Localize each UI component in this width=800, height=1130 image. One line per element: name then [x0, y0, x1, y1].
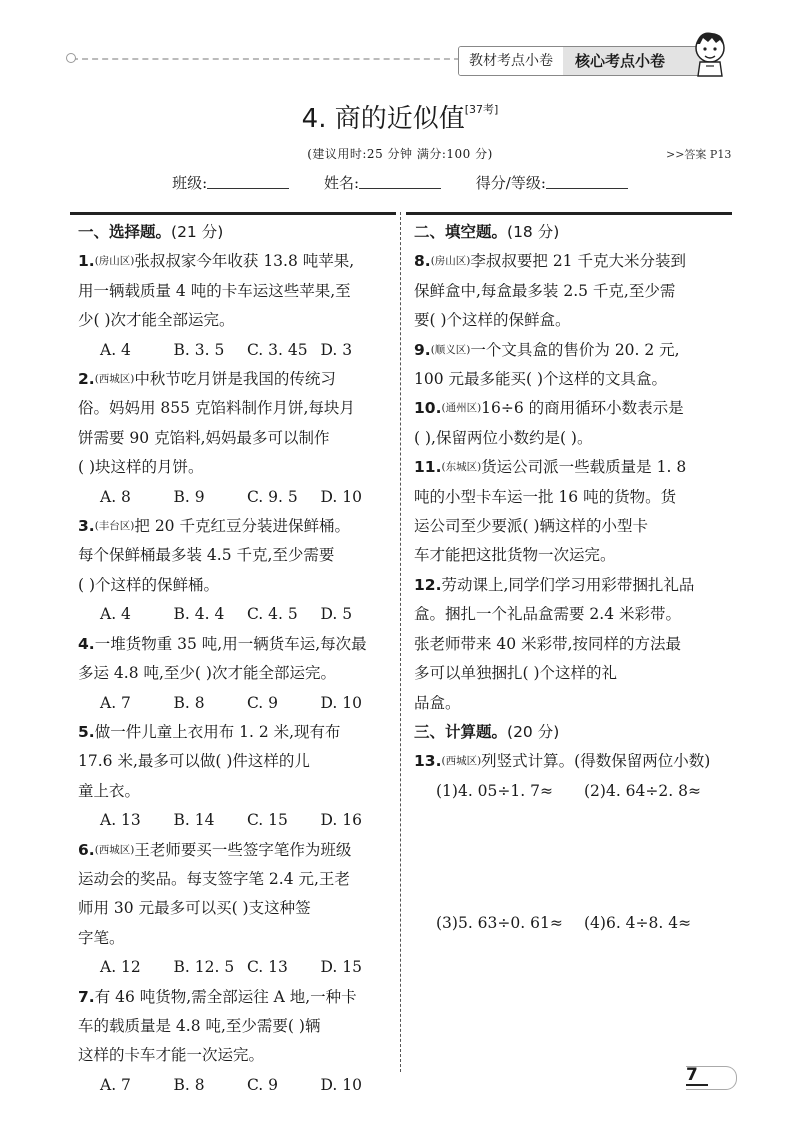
question-text: 品盒。	[414, 693, 461, 712]
option-c: C. 4. 5	[247, 605, 298, 624]
page-number-tab	[686, 1066, 737, 1090]
section-2-heading	[414, 218, 732, 247]
option-a: A. 8	[100, 487, 131, 506]
question-text: 少( )次才能全部运完。	[78, 311, 235, 330]
option-c: C. 3. 45	[247, 340, 308, 359]
question-text: 车才能把这批货物一次运完。	[414, 546, 616, 565]
calc-item-4: (4)6. 4÷8. 4≈	[584, 914, 692, 933]
question-number: 13.	[414, 752, 442, 771]
question-tag: (通州区)	[441, 402, 482, 415]
option-b: B. 14	[173, 811, 215, 830]
question-text: 张叔叔家今年收获 13.8 吨苹果,	[134, 252, 355, 271]
question-text: 多运 4.8 吨,至少( )次才能全部运完。	[78, 664, 336, 683]
question-text: 100 元最多能买( )个这样的文具盒。	[414, 370, 668, 389]
question-1-options	[78, 336, 394, 365]
question-text: 货运公司派一些载质量是 1. 8	[481, 458, 687, 477]
header-left-label: 教材考点小卷	[459, 47, 563, 75]
class-blank	[207, 174, 289, 189]
answer-reference: >>答案 P13	[666, 148, 732, 161]
option-d: D. 15	[320, 958, 362, 977]
option-b: B. 12. 5	[173, 958, 235, 977]
option-c: C. 9	[247, 693, 279, 712]
section-1-title: 一、选择题。	[78, 223, 172, 241]
question-6	[78, 836, 394, 865]
page-title	[0, 98, 800, 135]
subtitle: (建议用时:25 分钟 满分:100 分)	[307, 147, 493, 161]
mascot-icon	[690, 28, 730, 78]
question-tag: (房山区)	[430, 255, 471, 268]
question-text: 王老师要买一些签字笔作为班级	[134, 840, 352, 859]
question-number: 10.	[414, 399, 442, 418]
option-a: A. 4	[100, 340, 131, 359]
question-tag: (东城区)	[441, 461, 482, 474]
question-text: 多可以单独捆扎( )个这样的礼	[414, 664, 618, 683]
option-d: D. 10	[320, 1075, 362, 1094]
question-number: 1.	[78, 252, 95, 271]
question-number: 5.	[78, 722, 95, 741]
name-label: 姓名:	[323, 174, 359, 192]
option-a: A. 12	[100, 958, 141, 977]
option-a: A. 7	[100, 1075, 131, 1094]
option-b: B. 8	[173, 693, 205, 712]
header-label-box	[458, 46, 712, 76]
question-9	[414, 336, 732, 365]
section-2-title: 二、填空题。	[414, 223, 508, 241]
calc-row-2	[414, 909, 732, 938]
question-text: 劳动课上,同学们学习用彩带捆扎礼品	[441, 575, 695, 594]
section-3-score: (20 分)	[507, 722, 560, 741]
question-1	[78, 247, 394, 276]
question-4	[78, 630, 394, 659]
question-tag: (西城区)	[441, 755, 482, 768]
option-c: C. 13	[247, 958, 288, 977]
question-text: 一个文具盒的售价为 20. 2 元,	[470, 340, 680, 359]
question-text: ( ),保留两位小数约是( )。	[414, 428, 593, 447]
question-number: 3.	[78, 517, 95, 536]
question-text: 张老师带来 40 米彩带,按同样的方法最	[414, 634, 682, 653]
section-1-score: (21 分)	[171, 223, 224, 241]
question-text: 饼需要 90 克馅料,妈妈最多可以制作	[78, 428, 330, 447]
calc-row-1	[414, 777, 732, 806]
question-number: 6.	[78, 840, 95, 859]
question-text: 17.6 米,最多可以做( )件这样的儿	[78, 752, 310, 771]
question-text: 这样的卡车才能一次运完。	[78, 1046, 265, 1065]
option-a: A. 4	[100, 605, 131, 624]
calc-item-2: (2)4. 64÷2. 8≈	[584, 781, 701, 800]
header-dot	[66, 53, 76, 63]
question-8	[414, 247, 732, 276]
question-text: 把 20 千克红豆分装进保鲜桶。	[134, 517, 350, 536]
option-b: B. 4. 4	[173, 605, 225, 624]
column-divider	[400, 212, 401, 1072]
question-6-options	[78, 953, 394, 982]
question-text: 一堆货物重 35 吨,用一辆货车运,每次最	[94, 634, 367, 653]
question-text: 童上衣。	[78, 781, 141, 800]
option-b: B. 8	[173, 1075, 205, 1094]
option-d: D. 3	[320, 340, 353, 359]
option-c: C. 9. 5	[247, 487, 298, 506]
question-number: 2.	[78, 370, 95, 389]
question-text: 中秋节吃月饼是我国的传统习	[134, 370, 336, 389]
question-number: 9.	[414, 340, 431, 359]
question-text: 车的载质量是 4.8 吨,至少需要( )辆	[78, 1016, 321, 1035]
question-text: 字笔。	[78, 928, 125, 947]
question-text: 保鲜盒中,每盒最多装 2.5 千克,至少需	[414, 281, 676, 300]
question-text: 16÷6 的商用循环小数表示是	[481, 399, 684, 418]
section-1-heading	[78, 218, 394, 247]
header-dashed-line	[72, 58, 460, 60]
section-3-title: 三、计算题。	[414, 722, 508, 741]
question-5-options	[78, 806, 394, 835]
question-text: 吨的小型卡车运一批 16 吨的货物。货	[414, 487, 677, 506]
question-text: ( )块这样的月饼。	[78, 458, 204, 477]
question-2	[78, 365, 394, 394]
question-10	[414, 394, 732, 423]
right-column	[414, 218, 732, 939]
option-d: D. 10	[320, 487, 362, 506]
question-7	[78, 983, 394, 1012]
title-text: 4. 商的近似值	[301, 104, 465, 134]
question-text: 有 46 吨货物,需全部运往 A 地,一种卡	[94, 987, 357, 1006]
section-3-heading	[414, 718, 732, 747]
question-text: 师用 30 元最多可以买( )支这种签	[78, 899, 311, 918]
page-number: 7	[686, 1065, 698, 1085]
question-tag: (西城区)	[94, 843, 135, 856]
question-2-options	[78, 483, 394, 512]
question-4-options	[78, 689, 394, 718]
question-text: ( )个这样的保鲜桶。	[78, 575, 220, 594]
score-blank	[546, 174, 628, 189]
calc-item-3: (3)5. 63÷0. 61≈	[436, 914, 563, 933]
question-text: 用一辆载质量 4 吨的卡车运这些苹果,至	[78, 281, 351, 300]
left-column-rule	[70, 212, 396, 215]
question-number: 11.	[414, 458, 442, 477]
question-3-options	[78, 600, 394, 629]
question-tag: (房山区)	[94, 255, 135, 268]
question-11	[414, 453, 732, 482]
question-12	[414, 571, 732, 600]
question-7-options	[78, 1071, 394, 1100]
question-text: 每个保鲜桶最多装 4.5 千克,至少需要	[78, 546, 335, 565]
right-column-rule	[406, 212, 732, 215]
question-tag: (顺义区)	[430, 343, 471, 356]
work-space	[414, 806, 732, 909]
score-label: 得分/等级:	[475, 174, 546, 192]
option-a: A. 7	[100, 693, 131, 712]
option-d: D. 5	[320, 605, 353, 624]
option-d: D. 16	[320, 811, 362, 830]
question-text: 盒。捆扎一个礼品盒需要 2.4 米彩带。	[414, 605, 682, 624]
left-column	[78, 218, 394, 1100]
question-number: 4.	[78, 634, 95, 653]
title-tag: [37考]	[464, 103, 499, 116]
student-info-line	[0, 172, 800, 193]
question-text: 列竖式计算。(得数保留两位小数)	[481, 752, 711, 771]
question-text: 运公司至少要派( )辆这样的小型卡	[414, 517, 649, 536]
question-tag: (西城区)	[94, 373, 135, 386]
calc-item-1: (1)4. 05÷1. 7≈	[436, 781, 553, 800]
option-b: B. 9	[173, 487, 205, 506]
section-2-score: (18 分)	[507, 223, 560, 241]
name-blank	[359, 174, 441, 189]
question-number: 8.	[414, 252, 431, 271]
question-3	[78, 512, 394, 541]
question-tag: (丰台区)	[94, 520, 135, 533]
page-number-underline	[686, 1084, 708, 1086]
option-d: D. 10	[320, 693, 362, 712]
question-text: 李叔叔要把 21 千克大米分装到	[470, 252, 686, 271]
question-text: 运动会的奖品。每支签字笔 2.4 元,王老	[78, 869, 350, 888]
question-number: 7.	[78, 987, 95, 1006]
question-text: 做一件儿童上衣用布 1. 2 米,现有布	[94, 722, 341, 741]
option-c: C. 9	[247, 1075, 279, 1094]
class-label: 班级:	[172, 174, 208, 192]
option-a: A. 13	[100, 811, 141, 830]
question-text: 俗。妈妈用 855 克馅料制作月饼,每块月	[78, 399, 355, 418]
question-13	[414, 747, 732, 776]
option-c: C. 15	[247, 811, 288, 830]
header-right-label: 核心考点小卷	[563, 47, 711, 75]
option-b: B. 3. 5	[173, 340, 225, 359]
question-text: 要( )个这样的保鲜盒。	[414, 311, 571, 330]
question-number: 12.	[414, 575, 442, 594]
question-5	[78, 718, 394, 747]
